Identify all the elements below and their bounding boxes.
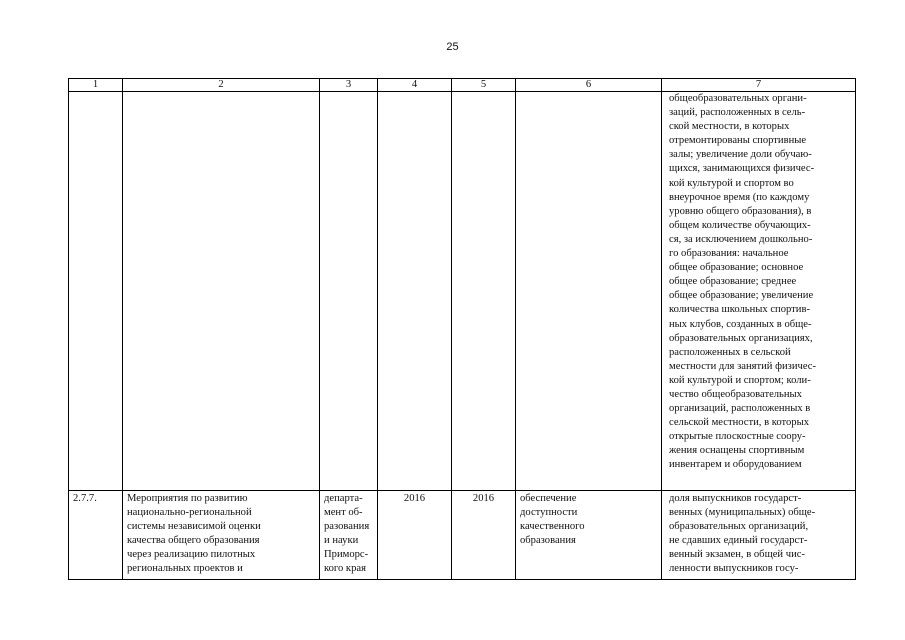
row-number-cell: 2.7.7.: [69, 491, 123, 580]
table-row-2-7-7: [69, 491, 856, 580]
column-header-3: 3: [320, 79, 378, 92]
activity-cell: Мероприятия по развитию национально-региональной системы независимой оценки качества общего образования через реализацию пилотных региональных проектов и: [123, 491, 320, 580]
page-number: 25: [446, 41, 459, 53]
measures-table: [68, 78, 856, 580]
indicators-cell: доля выпускников государст- венных (муниципальных) обще- образовательных организаций, не сдавших единый государст- венный экзамен, в общей чис- ленности выпускников госу-: [662, 491, 856, 580]
column-header-5: 5: [452, 79, 516, 92]
empty-cell: [452, 92, 516, 491]
result-cell: обеспечение доступности качественного образования: [516, 491, 662, 580]
table-row-continuation: [69, 92, 856, 491]
column-header-1: 1: [69, 79, 123, 92]
column-header-4: 4: [378, 79, 452, 92]
column-header-6: 6: [516, 79, 662, 92]
executor-cell: департа- мент об- разования и науки Приморс- кого края: [320, 491, 378, 580]
empty-cell: [69, 92, 123, 491]
column-header-7: 7: [662, 79, 856, 92]
empty-cell: [123, 92, 320, 491]
start-year-cell: 2016: [378, 491, 452, 580]
column-header-2: 2: [123, 79, 320, 92]
empty-cell: [320, 92, 378, 491]
indicators-continuation-cell: общеобразовательных органи- заций, расположенных в сель- ской местности, в которых отремонтированы спортивные залы; увеличение доли обучаю- щихся, занимающихся физичес- кой культурой и спортом во внеурочное время (по каждому уровню общего образования), в общем количестве обучающих- ся, за исключением дошкольно- го образования: начальное общее образование; основное общее образование; среднее общее образование; увеличение количества школьных спортив- ных клубов, созданных в обще- образовательных организациях, расположенных в сельской местности для занятий физичес- кой культурой и спортом; коли- чество общеобразовательных организаций, расположенных в сельской местности, в которых открытые плоскостные соору- жения оснащены спортивным инвентарем и оборудованием: [662, 92, 856, 491]
empty-cell: [378, 92, 452, 491]
column-number-row: [69, 79, 856, 92]
end-year-cell: 2016: [452, 491, 516, 580]
empty-cell: [516, 92, 662, 491]
